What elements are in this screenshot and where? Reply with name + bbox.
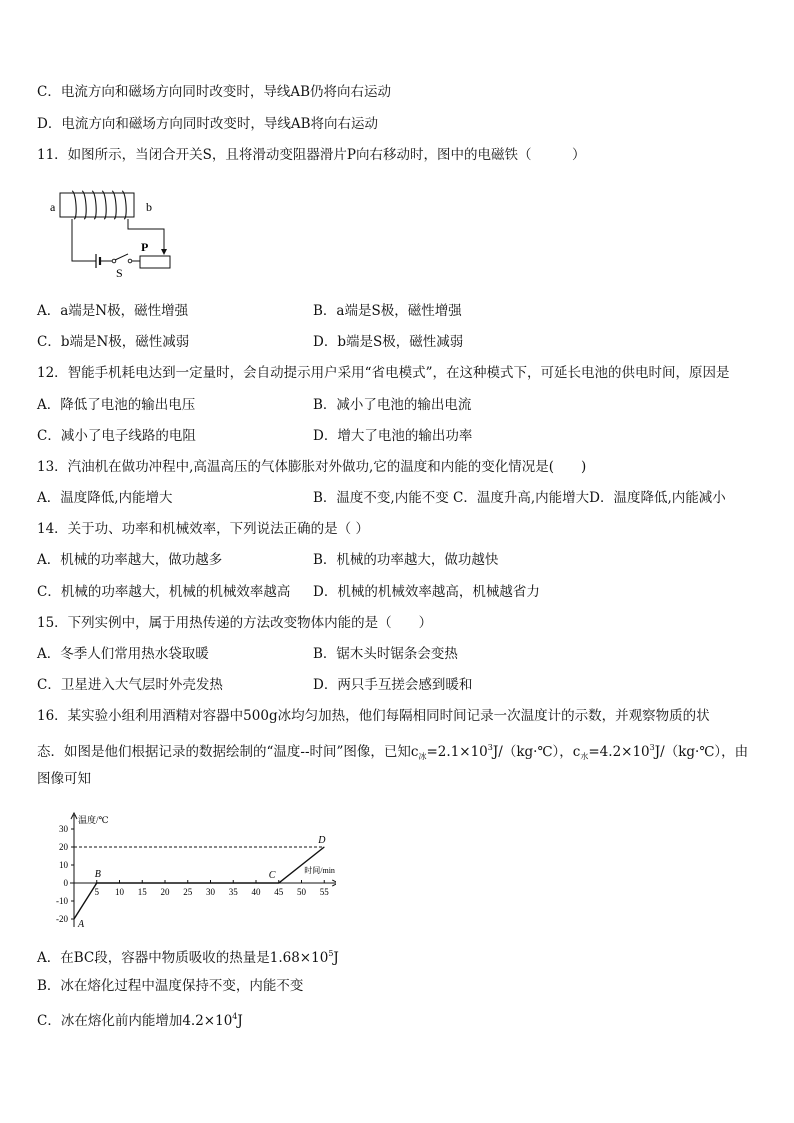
x-tick-label: 30 bbox=[206, 887, 215, 897]
q14-stem: 14．关于功、功率和机械效率，下列说法正确的是（ ） bbox=[37, 521, 369, 537]
point-label-a: A bbox=[78, 919, 85, 930]
slider-arrow bbox=[161, 249, 167, 255]
y-tick-label: 30 bbox=[59, 824, 68, 834]
y-tick-label: -10 bbox=[56, 896, 68, 906]
x-tick-label: 40 bbox=[251, 887, 261, 897]
point-label-b: B bbox=[94, 869, 101, 880]
label-a: a bbox=[50, 200, 56, 214]
x-tick-label: 5 bbox=[94, 887, 99, 897]
label-s: S bbox=[116, 266, 123, 280]
x-tick-label: 15 bbox=[137, 887, 147, 897]
q12-option-d: D．增大了电池的输出功率 bbox=[313, 428, 473, 444]
q13-options-bcd: B．温度不变,内能不变 C．温度升高,内能增大D．温度降低,内能减小 bbox=[313, 490, 726, 506]
q10-option-c: C．电流方向和磁场方向同时改变时，导线AB仍将向右运动 bbox=[37, 84, 391, 100]
switch-contact-right bbox=[128, 259, 132, 263]
y-tick-label: 20 bbox=[59, 842, 68, 852]
point-label-c: C bbox=[268, 870, 276, 881]
q16-option-c: C．冰在熔化前内能增加$4.2\times 10^4J$ bbox=[37, 1012, 243, 1029]
q16-option-a: A．在BC段，容器中物质吸收的热量是$1.68\times 10^5J$ bbox=[37, 949, 339, 966]
q10-option-d: D．电流方向和磁场方向同时改变时，导线AB将向右运动 bbox=[37, 116, 378, 132]
x-tick-label: 45 bbox=[274, 887, 284, 897]
q12-stem: 12．智能手机耗电达到一定量时，会自动提示用户采用“省电模式”，在这种模式下，可延长电池的供电时间，原因是 bbox=[37, 365, 730, 381]
x-tick-label: 20 bbox=[160, 887, 170, 897]
y-axis-label: 温度/℃ bbox=[78, 815, 109, 825]
q16-stem-line3: 图像可知 bbox=[37, 771, 91, 787]
q12-option-b: B．减小了电池的输出电流 bbox=[313, 397, 472, 413]
q11-option-b: B．a端是S极，磁性增强 bbox=[313, 303, 462, 319]
x-axis-label: 时间/min bbox=[304, 866, 335, 875]
q16-stem-line1: 16．某实验小组利用酒精对容器中500g冰均匀加热，他们每隔相同时间记录一次温度计的示数，并观察物质的状 bbox=[37, 708, 710, 724]
electromagnet-circuit-figure bbox=[44, 185, 179, 280]
switch-lever bbox=[115, 254, 128, 260]
x-tick-label: 10 bbox=[115, 887, 124, 897]
temperature-time-chart bbox=[36, 808, 336, 933]
q15-option-b: B．锯木头时锯条会变热 bbox=[313, 646, 458, 662]
q14-option-b: B．机械的功率越大，做功越快 bbox=[313, 552, 499, 568]
q13-stem: 13．汽油机在做功冲程中,高温高压的气体膨胀对外做功,它的温度和内能的变化情况是( ) bbox=[37, 459, 587, 475]
q14-option-d: D．机械的机械效率越高，机械越省力 bbox=[313, 584, 540, 600]
y-tick-label: -20 bbox=[56, 914, 68, 924]
q15-option-c: C．卫星进入大气层时外壳发热 bbox=[37, 677, 223, 693]
q15-stem: 15．下列实例中，属于用热传递的方法改变物体内能的是（ ） bbox=[37, 615, 433, 631]
q12-option-c: C．减小了电子线路的电阻 bbox=[37, 428, 196, 444]
q14-option-c: C．机械的功率越大，机械的机械效率越高 bbox=[37, 584, 291, 600]
q11-option-a: A．a端是N极，磁性增强 bbox=[37, 303, 189, 319]
q11-stem: 11．如图所示，当闭合开关S，且将滑动变阻器滑片P向右移动时，图中的电磁铁（ ） bbox=[37, 147, 586, 163]
q13-option-a: A．温度降低,内能增大 bbox=[37, 490, 173, 506]
q11-option-d: D．b端是S极，磁性减弱 bbox=[313, 334, 464, 350]
point-label-d: D bbox=[318, 835, 326, 846]
y-tick-label: 10 bbox=[59, 860, 68, 870]
q15-option-a: A．冬季人们常用热水袋取暖 bbox=[37, 646, 209, 662]
x-tick-label: 50 bbox=[297, 887, 306, 897]
x-tick-label: 35 bbox=[228, 887, 238, 897]
q15-option-d: D．两只手互搓会感到暖和 bbox=[313, 677, 473, 693]
x-tick-label: 25 bbox=[183, 887, 193, 897]
x-tick-label: 55 bbox=[319, 887, 329, 897]
label-b: b bbox=[146, 200, 152, 214]
iron-core bbox=[60, 193, 134, 217]
q12-option-a: A．降低了电池的输出电压 bbox=[37, 397, 196, 413]
coil bbox=[72, 191, 126, 219]
q14-option-a: A．机械的功率越大，做功越多 bbox=[37, 552, 223, 568]
q11-option-c: C．b端是N极，磁性减弱 bbox=[37, 334, 190, 350]
rheostat bbox=[140, 256, 170, 268]
q16-option-b: B．冰在熔化过程中温度保持不变，内能不变 bbox=[37, 978, 304, 994]
q16-stem-line2: 态．如图是他们根据记录的数据绘制的“温度--时间”图像，已知$c_冰=2.1\times 10^3J/(kg\cdot℃)$，$c_水=4.2\times 10^3J/(kg\cdot℃)$，由 bbox=[37, 743, 749, 761]
y-tick-label: 0 bbox=[63, 878, 68, 888]
label-p: P bbox=[141, 240, 149, 254]
